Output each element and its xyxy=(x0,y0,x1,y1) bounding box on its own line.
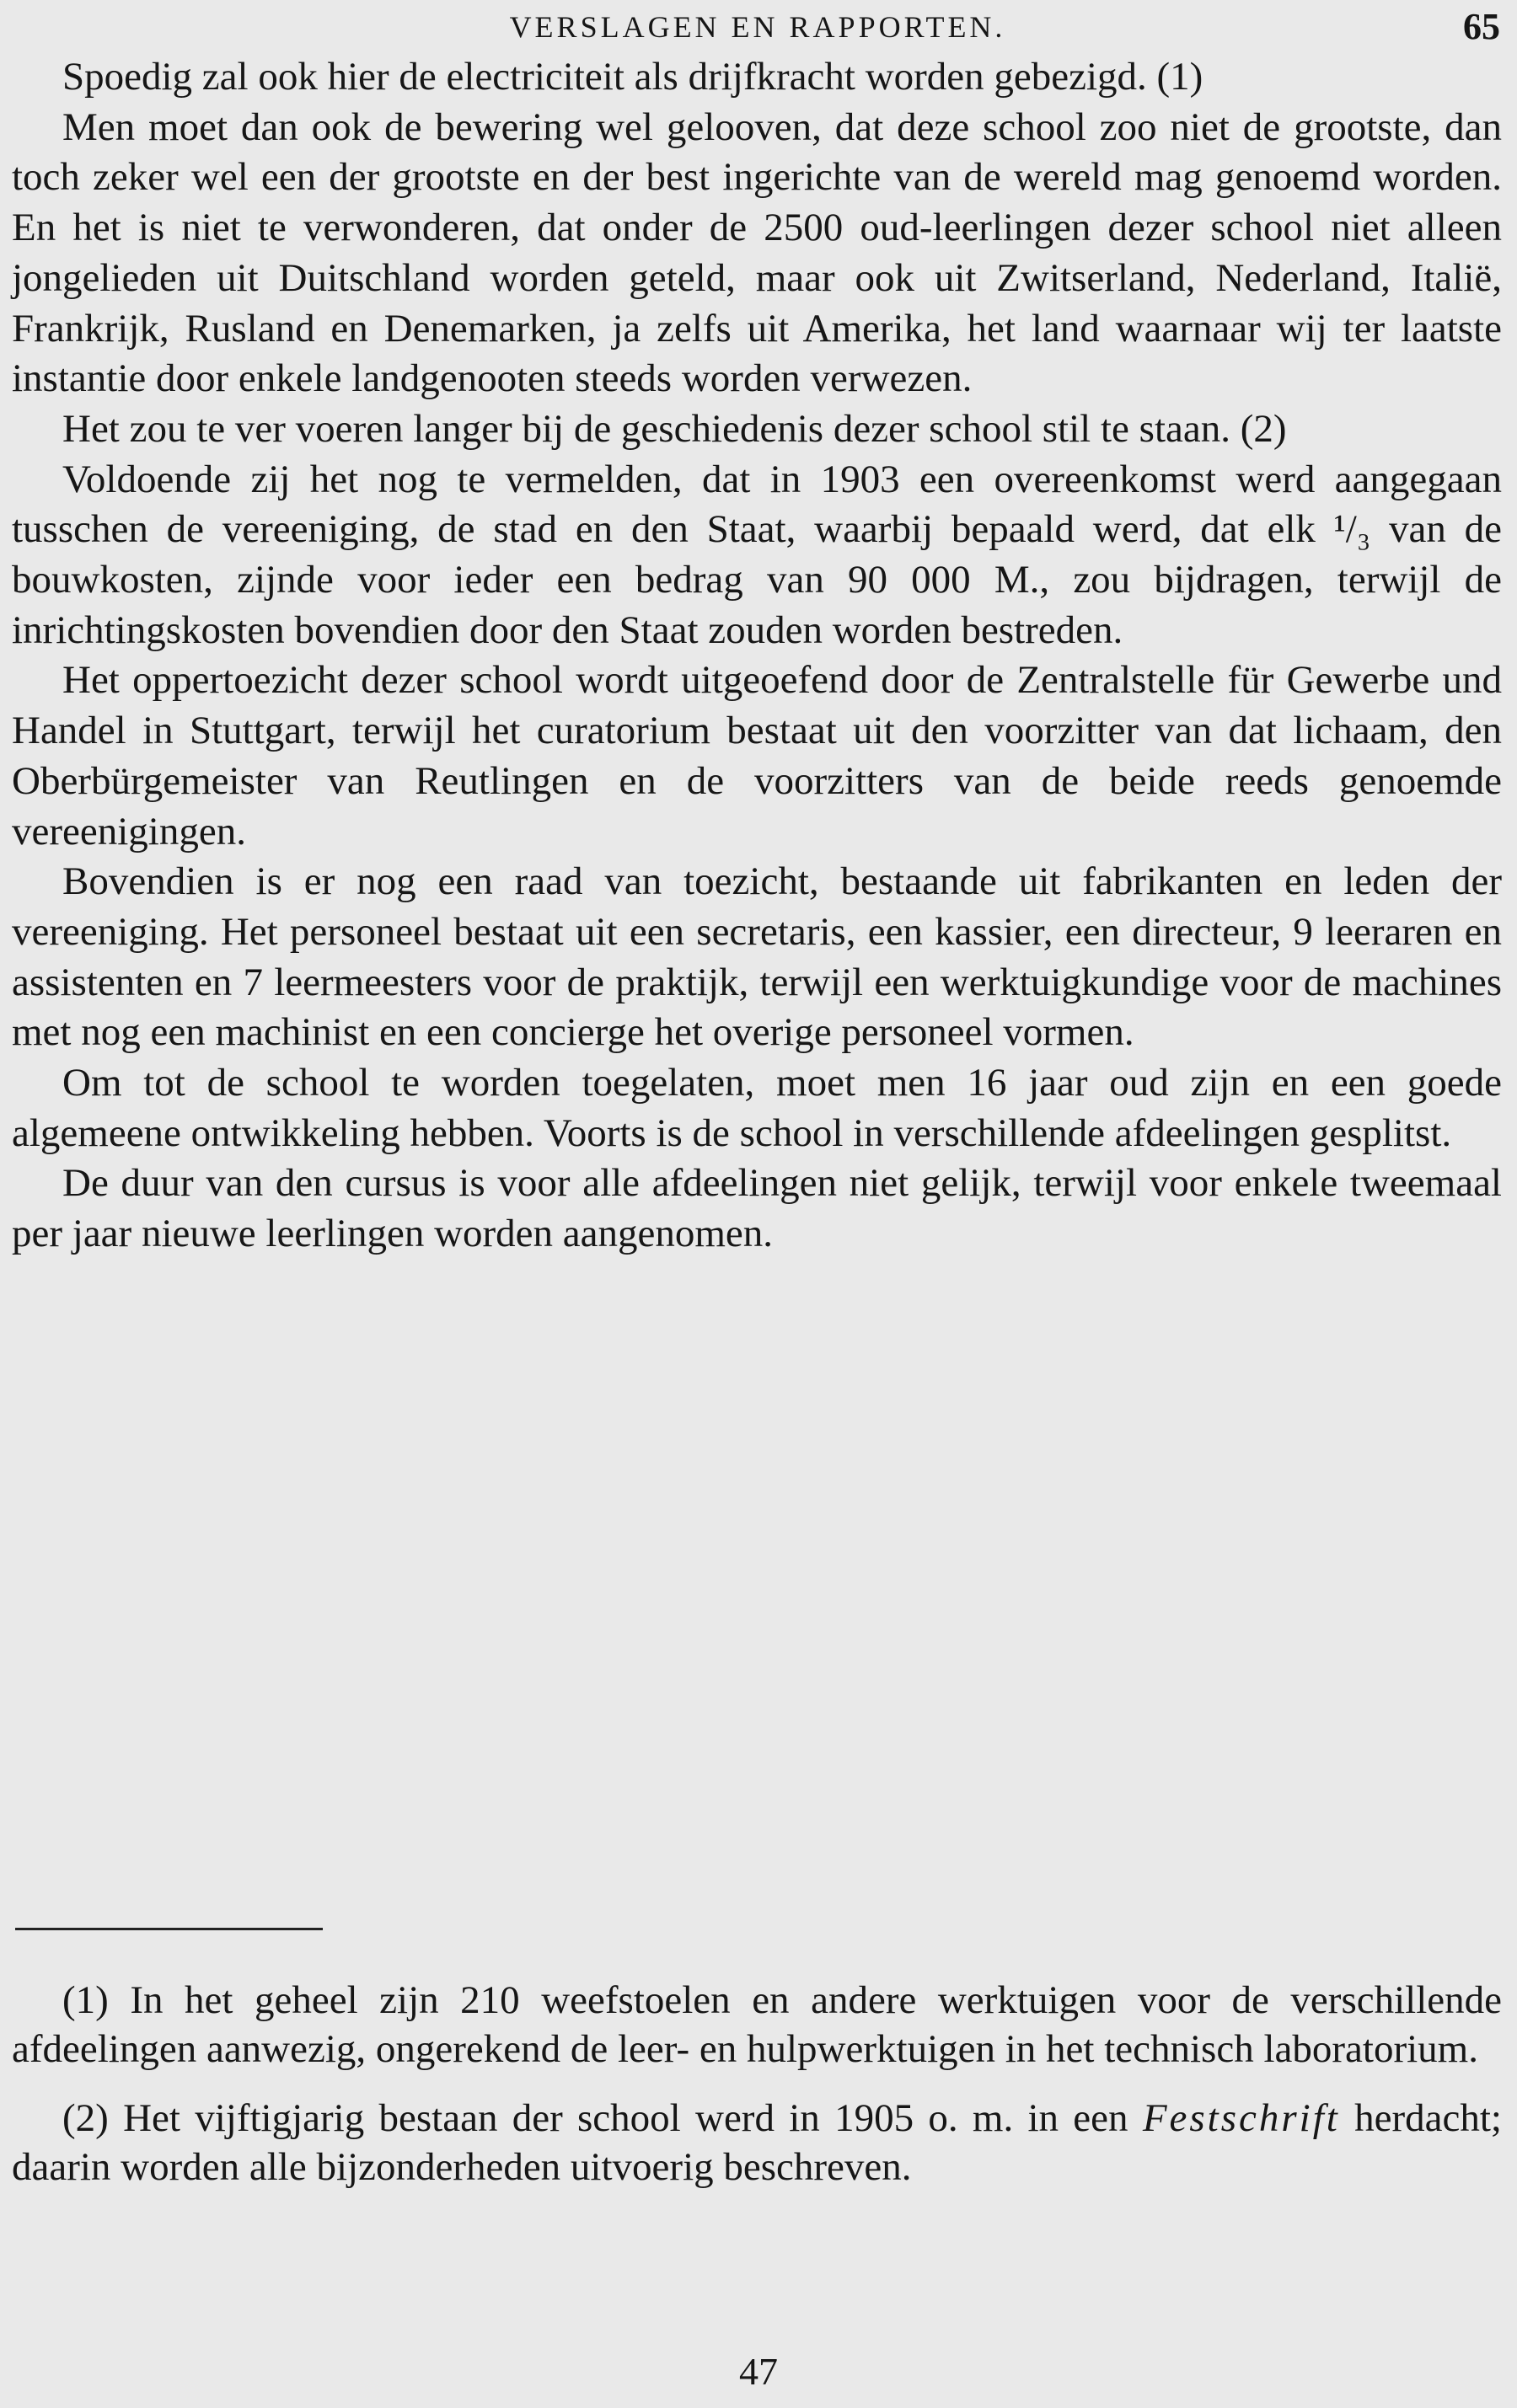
footnote-2 xyxy=(12,2094,1502,2191)
footnotes xyxy=(12,1976,1502,2212)
footnote-divider xyxy=(15,1928,323,1930)
running-header xyxy=(15,5,1500,49)
footnote-1: (1) In het geheel zijn 210 weefstoelen en andere werktuigen voor de verschillende afdeelingen aanwezig, ongerekend de leer- en hulpwerktuigen in het technisch laboratorium. xyxy=(12,1978,1502,2071)
paragraph-agreement-1903: Voldoende zij het nog te vermelden, dat in 1903 een overeenkomst werd aangegaan tusschen de vereeniging, de stad en den Staat, waarbij bepaald werd, dat elk ¹/₃ van de bouwkosten, zijnde voor ieder een bedrag van 90 000 M., zou bijdragen, terwijl de inrichtingskosten bovendien door den Staat zouden worden bestreden. xyxy=(12,457,1502,652)
footnote-2-text-start: (2) Het vijftigjarig bestaan der school werd in 1905 o. m. in een xyxy=(62,2096,1143,2140)
page-number: 65 xyxy=(1463,6,1500,47)
paragraph-course-duration: De duur van den cursus is voor alle afdeelingen niet gelijk, terwijl voor enkele tweemaal per jaar nieuwe leerlingen worden aangenomen. xyxy=(12,1161,1502,1256)
body-text xyxy=(12,52,1502,1260)
paragraph-supervision: Het oppertoezicht dezer school wordt uitgeoefend door de Zentralstelle für Gewerbe und Handel in Stuttgart, terwijl het curatorium bestaat uit den voorzitter van dat lichaam, den Oberbürgemeister van Reutlingen en de voorzitters van de beide reeds genoemde vereenigingen. xyxy=(12,658,1502,854)
paragraph-best-school: Men moet dan ook de bewering wel gelooven, dat deze school zoo niet de grootste, dan toch zeker wel een der grootste en der best ingerichte van de wereld mag genoemd worden. En het is niet te verwonderen, dat onder de 2500 oud-leerlingen dezer school niet alleen jongelieden uit Duitschland worden geteld, maar ook uit Zwitserland, Nederland, Italië, Frankrijk, Rusland en Denemarken, ja zelfs uit Amerika, het land waarnaar wij ter laatste instantie door enkele landgenooten steeds worden verwezen. xyxy=(12,104,1502,401)
paragraph-personnel: Bovendien is er nog een raad van toezicht, bestaande uit fabrikanten en leden der vereeniging. Het personeel bestaat uit een secretaris, een kassier, een directeur, 9 leeraren en assistenten en 7 leermeesters voor de praktijk, terwijl een werktuigkundige voor de machines met nog een machinist en een concierge het overige personeel vormen. xyxy=(12,859,1502,1055)
paragraph-admission: Om tot de school te worden toegelaten, moet men 16 jaar oud zijn en een goede algemeene ontwikkeling hebben. Voorts is de school in verschillende afdeelingen gesplitst. xyxy=(12,1061,1502,1155)
footnote-2-festschrift: Festschrift xyxy=(1142,2096,1340,2140)
paragraph-history: Het zou te ver voeren langer bij de geschiedenis dezer school stil te staan. (2) xyxy=(62,406,1287,451)
footnote-2-text-end: herdacht; daarin worden alle bijzonderheden uitvoerig beschreven. xyxy=(12,2096,1502,2189)
running-title: VERSLAGEN EN RAPPORTEN. xyxy=(509,10,1006,44)
paragraph-electricity: Spoedig zal ook hier de electriciteit als drijfkracht worden gebezigd. (1) xyxy=(62,55,1203,99)
signature-folio: 47 xyxy=(739,2350,778,2393)
